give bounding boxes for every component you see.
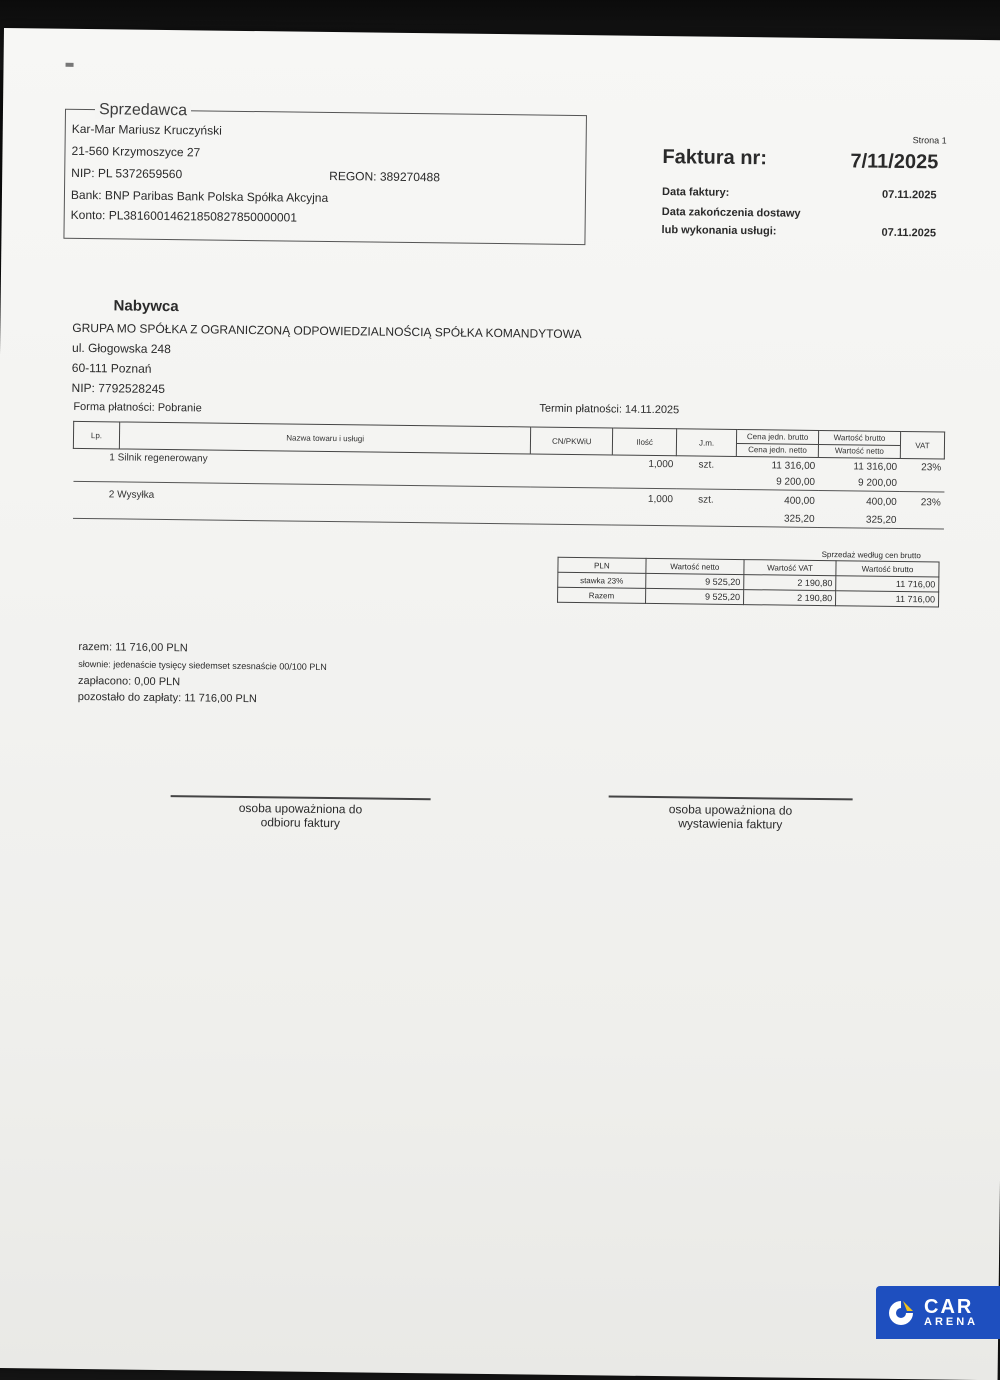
item-qty: 1,000: [612, 488, 676, 509]
vat-total-label: Razem: [558, 587, 646, 603]
header-value-gross: Wartość brutto: [819, 431, 900, 445]
header-value-net: Wartość netto: [834, 445, 884, 456]
item-vat: 23%: [900, 458, 944, 475]
total-in-words: słownie: jedenaście tysięcy siedemset szesnaście 00/100 PLN: [78, 658, 327, 672]
vat-gross: 11 716,00: [836, 576, 939, 592]
receiver-signature-label: [170, 800, 430, 831]
vat-amount: 2 190,80: [744, 575, 836, 591]
delivery-date-value: 07.11.2025: [881, 226, 937, 240]
total-amount: razem: 11 716,00 PLN: [78, 640, 188, 655]
item-vat: 23%: [900, 491, 944, 512]
invoice-number: 7/11/2025: [850, 150, 939, 174]
item-value-gross: 11 316,00: [818, 457, 900, 474]
header-price: [736, 429, 818, 457]
seller-bank: Bank: BNP Paribas Bank Polska Spółka Akcyjna: [70, 187, 329, 205]
buyer-title: Nabywca: [113, 297, 179, 316]
vat-net: 9 525,20: [645, 588, 743, 604]
items-table: [72, 421, 945, 530]
buyer-city: 60-111 Poznań: [71, 360, 152, 376]
receiver-label-line-1: osoba upoważniona do: [238, 800, 363, 817]
buyer-nip: NIP: 7792528245: [71, 380, 166, 396]
header-pkwiu: CN/PKWiU: [531, 427, 613, 455]
seller-account: Konto: PL38160014621850827850000001: [70, 207, 298, 225]
seller-regon: REGON: 389270488: [329, 168, 441, 185]
item-name: 1 Silnik regenerowany: [109, 451, 208, 465]
vat-summary-caption: Sprzedaż według cen brutto: [821, 550, 921, 561]
vat-header-gross: Wartość brutto: [836, 561, 939, 577]
item-value-gross: 400,00: [818, 490, 900, 511]
item-price-gross: 11 316,00: [736, 456, 818, 473]
receiver-label-line-2: odbioru faktury: [260, 815, 341, 831]
seller-name: Kar-Mar Mariusz Kruczyński: [71, 121, 222, 138]
receiver-signature-line: [171, 795, 431, 800]
header-lp: Lp.: [73, 421, 119, 449]
item-value-net: 9 200,00: [818, 474, 900, 491]
vat-net: 9 525,20: [645, 573, 743, 589]
invoice-title: Faktura nr:: [662, 146, 768, 170]
remaining-amount: pozostało do zapłaty: 11 716,00 PLN: [77, 690, 257, 706]
header-price-net: Cena jedn. netto: [748, 444, 807, 455]
item-value-net: 325,20: [817, 511, 899, 528]
issuer-signature-label: [608, 801, 852, 832]
item-unit: szt.: [676, 489, 736, 510]
pen-mark: [66, 63, 74, 67]
header-name: Nazwa towaru i usługi: [119, 422, 531, 454]
seller-nip: NIP: PL 5372659560: [71, 165, 183, 182]
issuer-label-line-2: wystawienia faktury: [678, 816, 783, 832]
header-unit: J.m.: [677, 429, 737, 457]
issuer-signature-line: [609, 795, 853, 799]
seller-legend: Sprzedawca: [95, 101, 191, 120]
page-number: Strona 1: [912, 135, 947, 146]
payment-due: Termin płatności: 14.11.2025: [539, 402, 680, 417]
buyer-street: ul. Głogowska 248: [72, 340, 171, 357]
vat-gross: 11 716,00: [836, 591, 939, 607]
item-price-net: 325,20: [736, 510, 818, 527]
delivery-date-label-1: Data zakończenia dostawy: [661, 206, 801, 220]
vat-rate-label: stawka 23%: [558, 572, 646, 588]
payment-form: Forma płatności: Pobranie: [73, 400, 202, 415]
vat-amount: 2 190,80: [743, 590, 835, 606]
item-unit: szt.: [676, 456, 736, 473]
vat-header-net: Wartość netto: [646, 558, 744, 574]
invoice-date-value: 07.11.2025: [881, 188, 937, 202]
vat-header-currency: PLN: [558, 557, 646, 573]
invoice-date-label: Data faktury:: [661, 186, 730, 199]
logo-text-car: CAR: [924, 1296, 974, 1318]
vat-summary-table: [557, 557, 940, 608]
header-value: [818, 430, 900, 458]
seller-address: 21-560 Krzymoszyce 27: [71, 143, 201, 160]
item-name: 2 Wysyłka: [108, 488, 155, 501]
delivery-date-label-2: lub wykonania usługi:: [661, 224, 777, 238]
header-price-gross: Cena jedn. brutto: [737, 430, 818, 444]
logo-text-arena: ARENA: [924, 1316, 979, 1328]
item-price-gross: 400,00: [736, 489, 818, 510]
header-vat: VAT: [900, 431, 944, 459]
car-arena-logo: [876, 1286, 1000, 1339]
invoice-paper: [0, 28, 1000, 1380]
vat-header-vat: Wartość VAT: [744, 560, 836, 576]
car-arena-mark-icon: [886, 1298, 916, 1328]
issuer-label-line-1: osoba upoważniona do: [668, 802, 793, 818]
header-qty: Ilość: [613, 428, 677, 456]
paid-amount: zapłacono: 0,00 PLN: [77, 674, 181, 689]
seller-box: [63, 109, 587, 245]
item-qty: 1,000: [612, 455, 676, 472]
item-price-net: 9 200,00: [736, 473, 818, 490]
buyer-name: GRUPA MO SPÓŁKA Z OGRANICZONĄ ODPOWIEDZIALNOŚCIĄ SPÓŁKA KOMANDYTOWA: [72, 320, 582, 342]
